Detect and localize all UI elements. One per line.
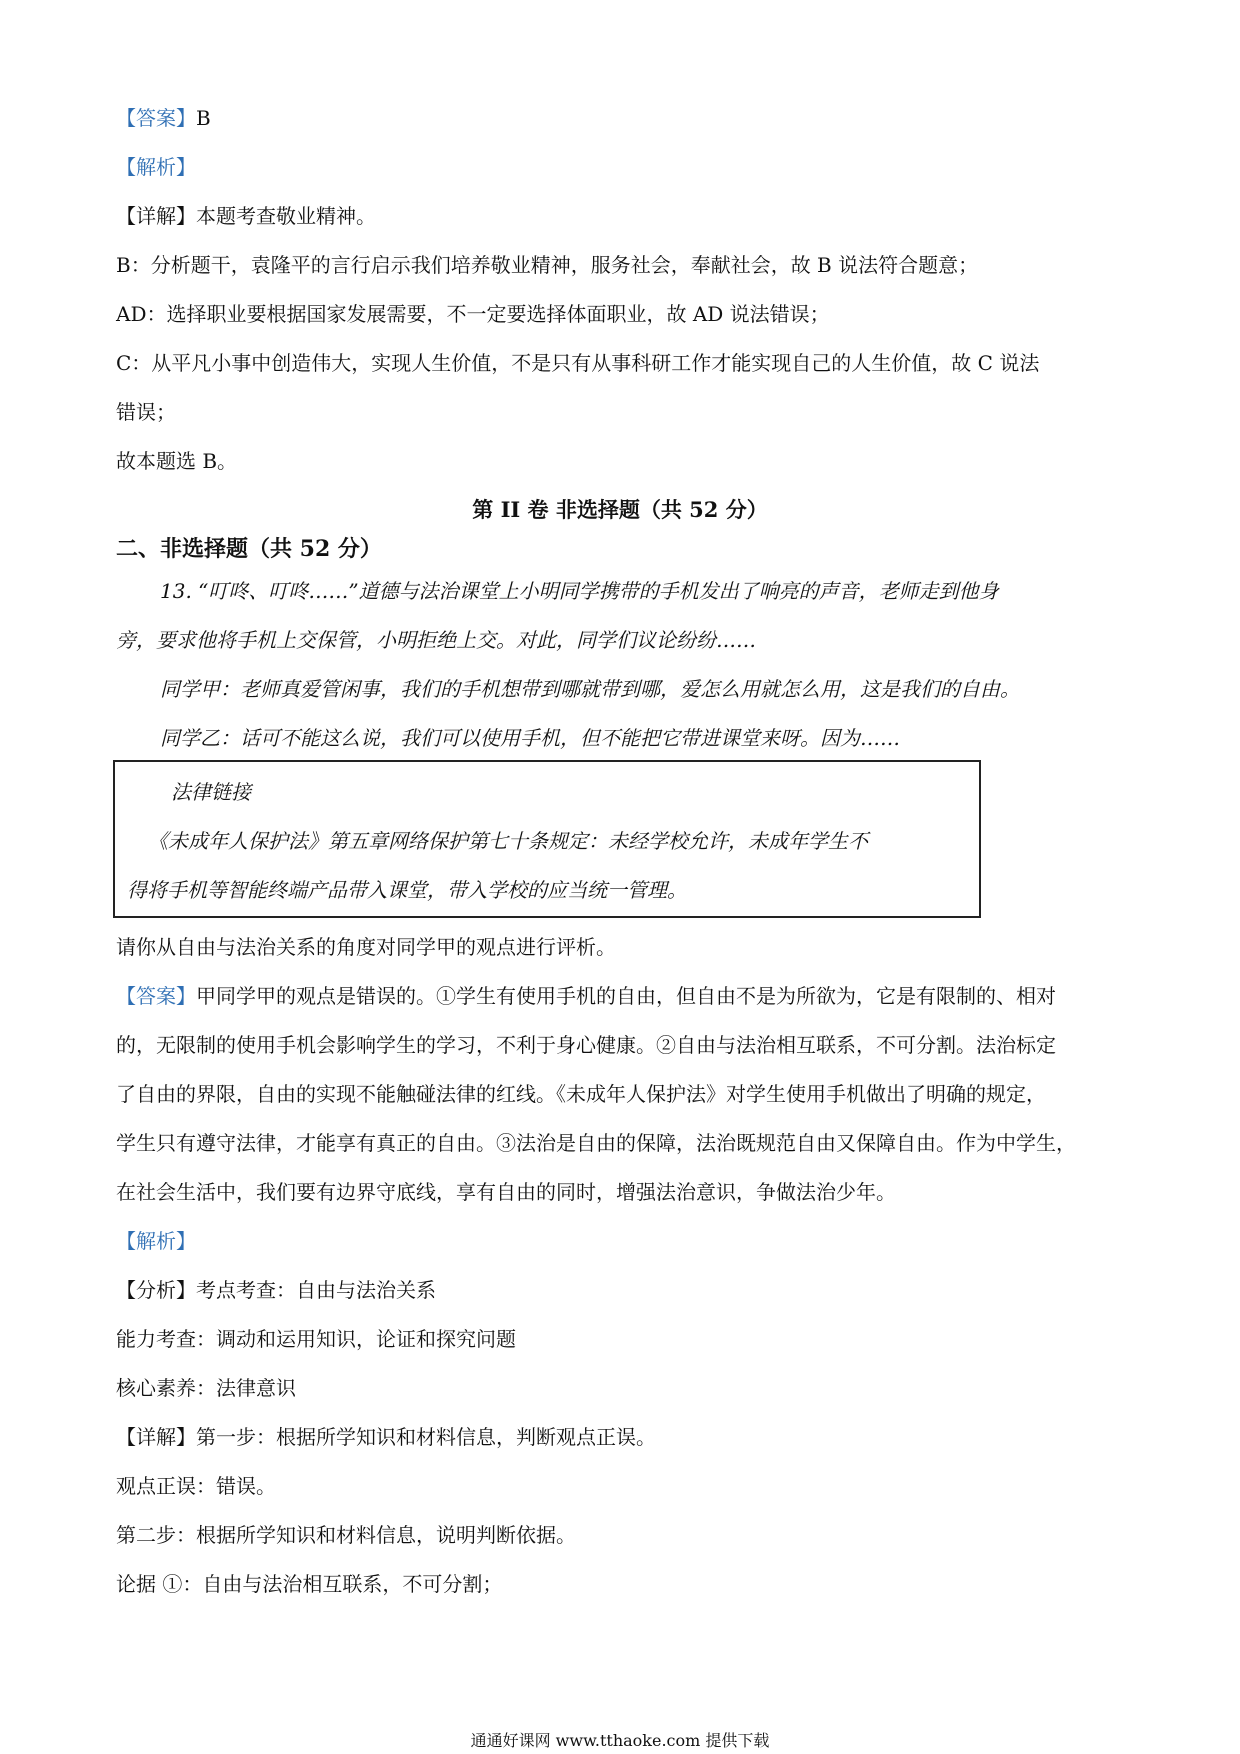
step-line: 论据 ①：自由与法治相互联系，不可分割； [116, 1572, 503, 1596]
detail-text: 本题考查敬业精神。 [196, 204, 376, 228]
law-link-box [113, 760, 981, 918]
step-line: 观点正误：错误。 [116, 1474, 276, 1498]
law-link-line: 得将手机等智能终端产品带入课堂，带入学校的应当统一管理。 [127, 878, 687, 902]
fenxi-line [116, 1276, 436, 1304]
answer-text-line: 学生只有遵守法律，才能享有真正的自由。③法治是自由的保障，法治既规范自由又保障自由。作为中学生， [116, 1131, 1076, 1155]
fenxi-tag: 【分析】 [116, 1278, 196, 1302]
answer-value: B [196, 106, 211, 130]
explanation-line: B：分析题干，袁隆平的言行启示我们培养敬业精神，服务社会，奉献社会，故 B 说法符合题意； [116, 253, 979, 277]
question-line: 同学乙：话可不能这么说，我们可以使用手机，但不能把它带进课堂来呀。因为…… [160, 726, 900, 750]
answer-text: 甲同学甲的观点是错误的。①学生有使用手机的自由，但自由不是为所欲为，它是有限制的、相对 [196, 984, 1056, 1008]
step-line: 第二步：根据所学知识和材料信息，说明判断依据。 [116, 1523, 576, 1547]
explanation-line: 故本题选 B。 [116, 449, 238, 473]
question-line: 旁，要求他将手机上交保管，小明拒绝上交。对此，同学们议论纷纷…… [116, 628, 756, 652]
answer-line-1 [116, 104, 211, 132]
question-prompt: 请你从自由与法治关系的角度对同学甲的观点进行评析。 [116, 935, 616, 959]
question-line: 13. “叮咚、叮咚……”道德与法治课堂上小明同学携带的手机发出了响亮的声音，老师走到他身 [160, 579, 999, 603]
analysis-tag-2: 【解析】 [116, 1229, 196, 1253]
literacy-line: 核心素养：法律意识 [116, 1376, 296, 1400]
analysis-tag-1: 【解析】 [116, 155, 196, 179]
law-link-title: 法律链接 [171, 780, 251, 804]
answer-text-line: 在社会生活中，我们要有边界守底线，享有自由的同时，增强法治意识，争做法治少年。 [116, 1180, 896, 1204]
question-line: 同学甲：老师真爱管闲事，我们的手机想带到哪就带到哪，爱怎么用就怎么用，这是我们的自由。 [160, 677, 1020, 701]
answer-tag: 【答案】 [116, 106, 196, 130]
detail-line-1 [116, 202, 376, 230]
explanation-line: C：从平凡小事中创造伟大，实现人生价值，不是只有从事科研工作才能实现自己的人生价值，故 C 说法 [116, 351, 1040, 375]
answer-line-2 [116, 982, 1056, 1010]
detail-text: 第一步：根据所学知识和材料信息，判断观点正误。 [196, 1425, 656, 1449]
section-title: 二、非选择题（共 52 分） [116, 536, 382, 562]
detail-tag: 【详解】 [116, 1425, 196, 1449]
detail-tag: 【详解】 [116, 204, 196, 228]
answer-tag: 【答案】 [116, 984, 196, 1008]
law-link-line: 《未成年人保护法》第五章网络保护第七十条规定：未经学校允许，未成年学生不 [148, 829, 868, 853]
volume-title: 第 II 卷 非选择题（共 52 分） [472, 497, 768, 522]
explanation-line: 错误； [116, 400, 176, 424]
ability-line: 能力考查：调动和运用知识，论证和探究问题 [116, 1327, 516, 1351]
detail-line-2 [116, 1423, 656, 1451]
fenxi-text: 考点考查：自由与法治关系 [196, 1278, 436, 1302]
footer-text: 通通好课网 www.tthaoke.com 提供下载 [470, 1731, 770, 1750]
answer-text-line: 的，无限制的使用手机会影响学生的学习，不利于身心健康。②自由与法治相互联系，不可分割。法治标定 [116, 1033, 1056, 1057]
explanation-line: AD：选择职业要根据国家发展需要，不一定要选择体面职业，故 AD 说法错误； [116, 302, 830, 326]
answer-text-line: 了自由的界限，自由的实现不能触碰法律的红线。《未成年人保护法》对学生使用手机做出了明确的规定， [116, 1082, 1046, 1106]
